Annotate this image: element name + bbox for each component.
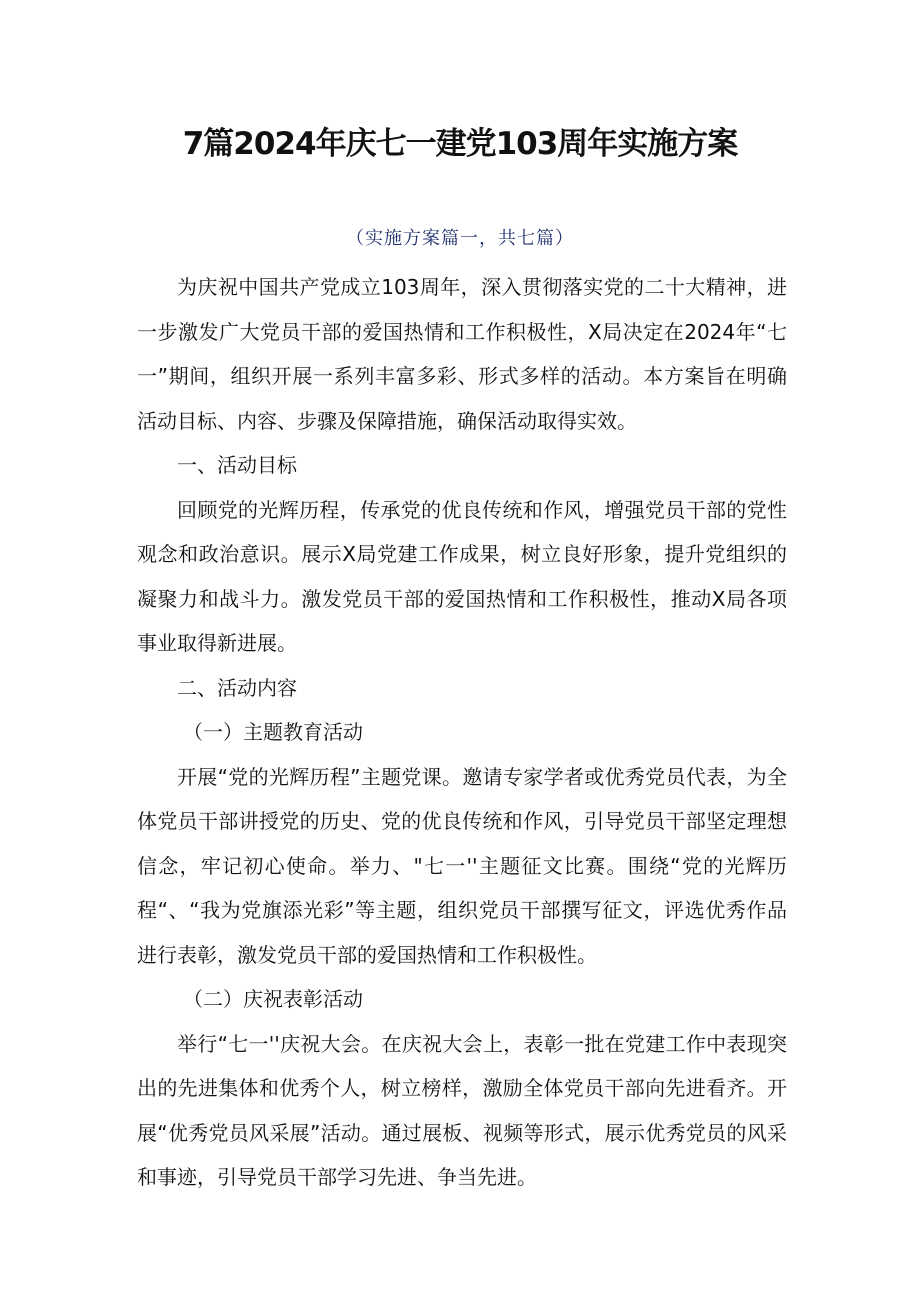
document-title: 7篇2024年庆七一建党103周年实施方案 (182, 126, 738, 162)
subsection-1-heading: （一）主题教育活动 (183, 720, 363, 744)
intro-paragraph: 为庆祝中国共产党成立103周年，深入贯彻落实党的二十大精神，进一步激发广大党员干部的爱国热情和工作积极性，X局决定在2024年“七一”期间，组织开展一系列丰富多彩、形式多样的活动。本方案旨在明确活动目标、内容、步骤及保障措施，确保活动取得实效。 (137, 275, 787, 433)
document-body (137, 265, 787, 1200)
section-1-heading: 一、活动目标 (177, 453, 297, 477)
document-subtitle: （实施方案篇一，共七篇） (346, 228, 574, 249)
subsection-2-paragraph: 举行“七一''庆祝大会。在庆祝大会上，表彰一批在党建工作中表现突出的先进集体和优秀个人，树立榜样，激励全体党员干部向先进看齐。开展“优秀党员风采展”活动。通过展板、视频等形式，展示优秀党员的风采和事迹，引导党员干部学习先进、争当先进。 (137, 1031, 787, 1189)
subsection-1-paragraph: 开展“党的光辉历程”主题党课。邀请专家学者或优秀党员代表，为全体党员干部讲授党的历史、党的优良传统和作风，引导党员干部坚定理想信念，牢记初心使命。举力、"七一''主题征文比赛。围绕“党的光辉历程“、“我为党旗添光彩”等主题，组织党员干部撰写征文，评选优秀作品进行表彰，激发党员干部的爱国热情和工作积极性。 (137, 764, 787, 967)
section-1-paragraph: 回顾党的光辉历程，传承党的优良传统和作风，增强党员干部的党性观念和政治意识。展示X局党建工作成果，树立良好形象，提升党组织的凝聚力和战斗力。激发党员干部的爱国热情和工作积极性，推动X局各项事业取得新进展。 (137, 497, 787, 655)
section-2-heading: 二、活动内容 (177, 675, 297, 700)
subsection-2-heading: （二）庆祝表彰活动 (183, 987, 363, 1011)
